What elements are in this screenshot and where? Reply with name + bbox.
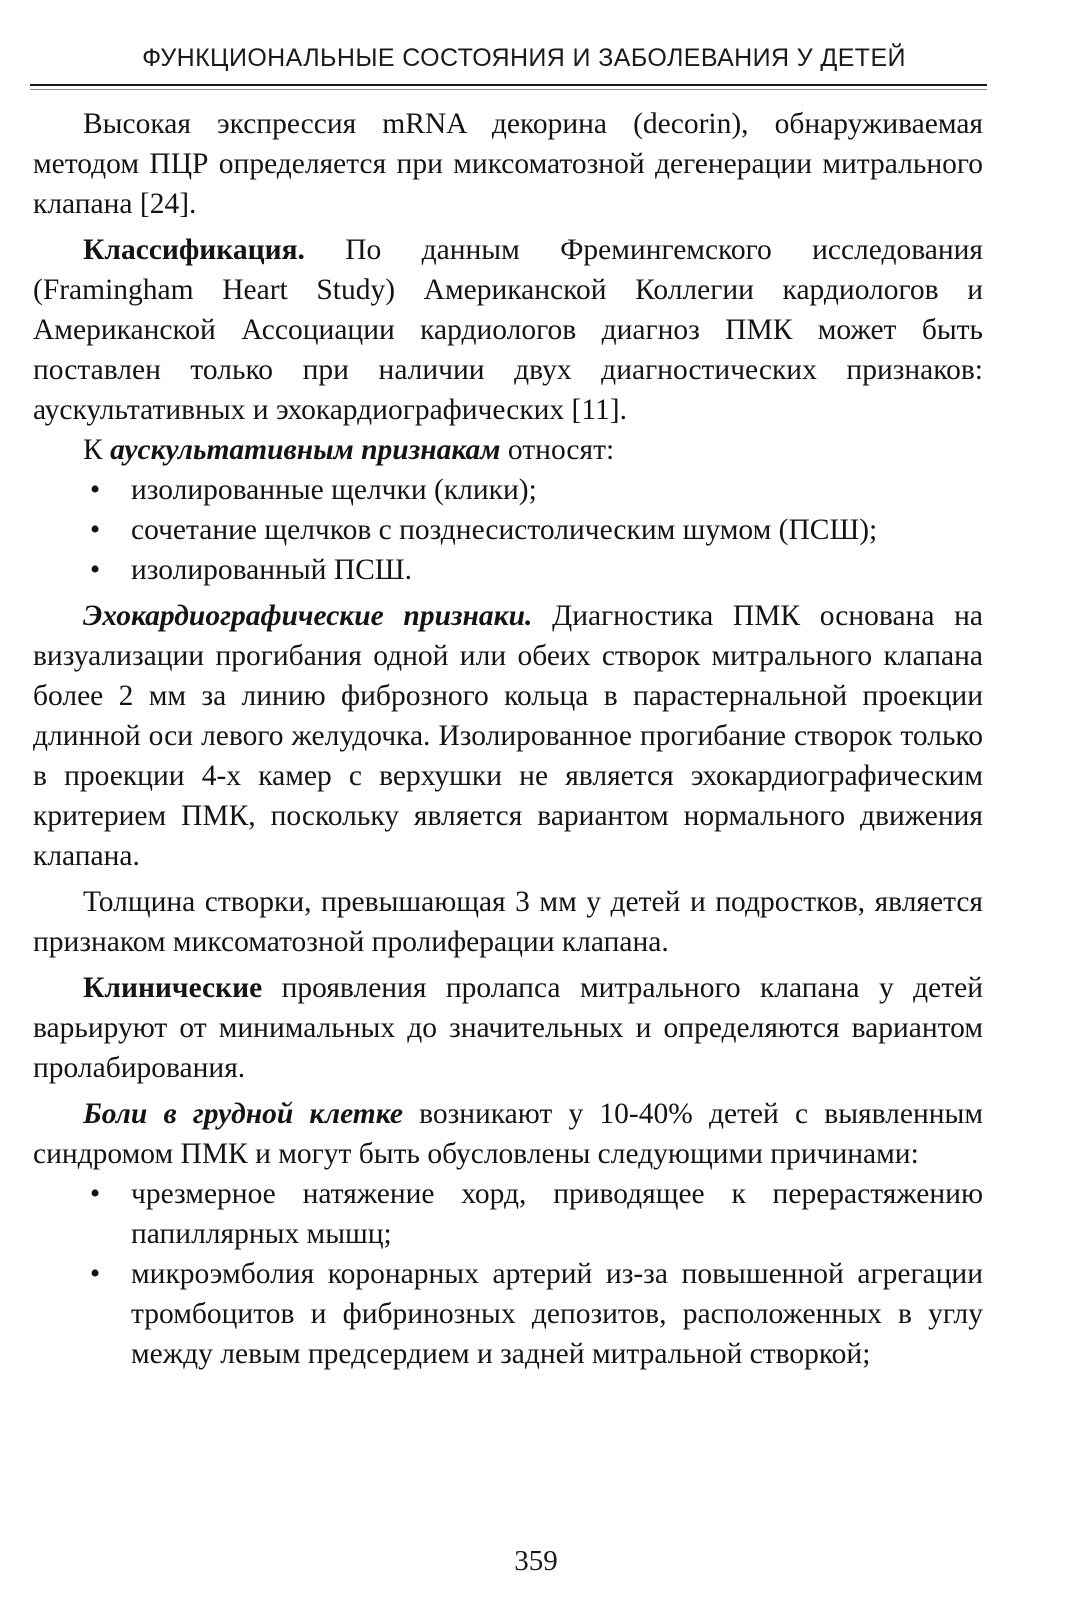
list-item [33, 510, 983, 550]
paragraph-auscultative-intro [33, 430, 983, 470]
list-item [33, 550, 983, 590]
list-item-text: изолированные щелчки (клики); [131, 474, 537, 506]
paragraph-thickness [33, 882, 983, 962]
bullet-icon: • [89, 474, 101, 506]
list-item-text: микроэмболия коронарных артерий из-за повышенной агрегации тромбоцитов и фибринозных депозитов, расположенных в углу между левым предсердием и задней митральной створкой; [131, 1258, 983, 1370]
list-item-text: изолированный ПСШ. [131, 554, 412, 586]
list-item [33, 1174, 983, 1254]
paragraph-lead-auscultative: аускультативным признакам [110, 434, 501, 466]
chest-pain-causes-list [33, 1174, 983, 1374]
paragraph-text: Диагностика ПМК основана на визуализации прогибания одной или обеих створок митрального клапана более 2 мм за линию фиброзного кольца в парастернальной проекции длинной оси левого желудочка. Изолированное прогибание створок только в проекции 4-х камер с верхушки не является эхокардиографическим критерием ПМК, поскольку является вариантом нормального движения клапана. [33, 600, 983, 872]
list-item [33, 1254, 983, 1374]
list-item-text: сочетание щелчков с позднесистолическим шумом (ПСШ); [131, 514, 878, 546]
paragraph-clinical [33, 968, 983, 1088]
list-item-text: чрезмерное натяжение хорд, приводящее к перерастяжению папиллярных мышц; [131, 1178, 983, 1250]
paragraph-chest-pain [33, 1094, 983, 1174]
paragraph-text: Толщина створки, превышающая 3 мм у детей и подростков, является признаком миксоматозной пролиферации клапана. [33, 886, 983, 958]
paragraph-prefix: К [83, 434, 111, 466]
body-text [33, 104, 983, 1380]
paragraph-text: Высокая экспрессия mRNA декорина (decorin), обнаруживаемая методом ПЦР определяется при миксоматозной дегенерации митрального клапана [24]. [33, 108, 983, 220]
running-header: ФУНКЦИОНАЛЬНЫЕ СОСТОЯНИЯ И ЗАБОЛЕВАНИЯ У ДЕТЕЙ [142, 44, 906, 72]
paragraph-classification [33, 230, 983, 430]
paragraph-text: возникают у 10-40% детей с выявленным синдромом ПМК и могут быть обусловлены следующими причинами: [33, 1098, 984, 1170]
paragraph-text: относят: [500, 434, 615, 466]
paragraph-lead-echocardiographic: Эхокардиографические признаки. [83, 600, 533, 632]
bullet-icon: • [89, 514, 101, 546]
bullet-icon: • [89, 554, 101, 586]
paragraph-lead-classification: Классификация. [83, 234, 305, 266]
paragraph-decorin [33, 104, 983, 224]
auscultative-signs-list [33, 470, 983, 590]
header-rule [30, 84, 987, 86]
paragraph-text: По данным Фремингемского исследования (Framingham Heart Study) Американской Коллегии кардиологов и Американской Ассоциации кардиологов диагноз ПМК может быть поставлен только при наличии двух диагностических признаков: аускультативных и эхокардиографических [11]. [33, 234, 983, 426]
paragraph-lead-clinical: Клинические [83, 972, 263, 1004]
bullet-icon: • [89, 1178, 101, 1210]
header-rule-thin [30, 89, 987, 90]
list-item [33, 470, 983, 510]
page-number: 359 [514, 1545, 558, 1577]
paragraph-echocardiographic [33, 596, 983, 876]
paragraph-text: проявления пролапса митрального клапана у детей варьируют от минимальных до значительных и определяются вариантом пролабирования. [33, 972, 983, 1084]
paragraph-lead-chest-pain: Боли в грудной клетке [83, 1098, 403, 1130]
bullet-icon: • [89, 1258, 101, 1290]
